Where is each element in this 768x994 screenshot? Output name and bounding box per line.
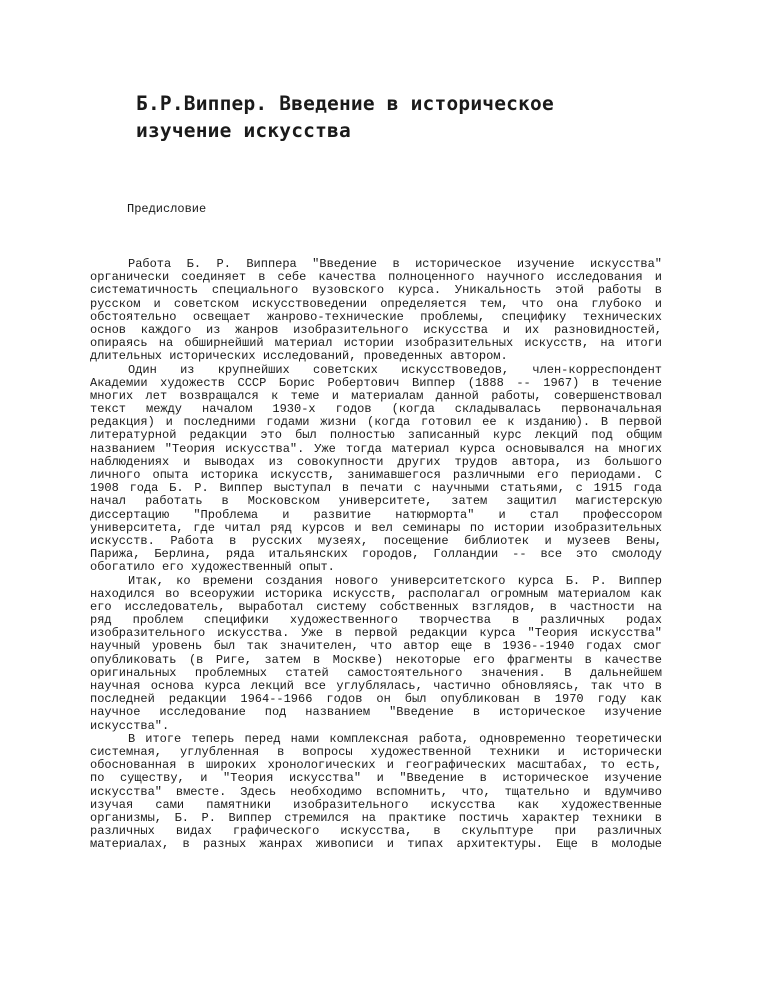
document-title	[136, 90, 696, 144]
text-line: научный уровень был так значителен, что автор еще в 1936--1940 годах смог	[90, 640, 662, 654]
text-line: 1908 года Б. Р. Виппер выступал в печати с научными статьями, с 1915 года	[90, 482, 662, 496]
text-line: научная основа курса лекций все углублялась, частично обновляясь, так что в	[90, 680, 662, 693]
text-line: оригинальных проблемных статей самостоятельного значения. В дальнейшем	[90, 666, 662, 680]
text-line: находился во всеоружии историка искусств, располагал огромным материалом как	[90, 587, 662, 601]
text-line: изобразительного искусства. Уже в первой редакции курса "Теория искусства"	[90, 627, 662, 641]
text-line: названием "Теория искусства". Уже тогда материал курса основывался на многих	[90, 442, 662, 456]
text-line: длительных исторических исследований, проведенных автором.	[90, 350, 508, 364]
text-line: В итоге теперь перед нами комплексная работа, одновременно теоретически	[128, 732, 662, 746]
text-line: искусства".	[90, 719, 170, 733]
text-line: личного опыта историка искусств, занимавшегося различными его периодами. С	[90, 469, 662, 482]
text-line: текст между началом 1930-х годов (когда складывалась первоначальная	[90, 403, 662, 417]
text-line: органически соединяет в себе качества полноценного научного исследования и	[90, 271, 662, 285]
text-line: искусств. Работа в русских музеях, посещение библиотек и музеев Вены,	[90, 534, 662, 548]
text-line: Академии художеств СССР Борис Робертович Виппер (1888 -- 1967) в течение	[90, 376, 662, 390]
body-text	[90, 258, 662, 851]
text-line: его исследователь, выработал систему собственных взглядов, в частности на	[90, 600, 662, 614]
title-line-1: Б.Р.Виппер. Введение в историческое	[136, 92, 554, 115]
text-line: обогатило его художественный опыт.	[90, 561, 335, 575]
text-line: многих лет возвращался к теме и материалам данной работы, совершенствовал	[90, 389, 662, 403]
text-line: системная, углубленная в вопросы художественной техники и исторически	[90, 745, 662, 759]
title-line-2: изучение искусства	[136, 119, 351, 142]
text-line: последней редакции 1964--1966 годов он был опубликован в 1970 году как	[90, 693, 662, 707]
text-line: ряд проблем специфики художественного творчества в различных родах	[90, 614, 662, 628]
text-line: редакция) и последними годами жизни (когда готовил ее к изданию). В первой	[90, 416, 662, 430]
text-line: Работа Б. Р. Виппера "Введение в историческое изучение искусства"	[128, 258, 662, 271]
text-line: обоснованная в широких хронологических и географических масштабах, то есть,	[90, 759, 662, 773]
text-line: изучая сами памятники изобразительного искусства как художественные	[90, 798, 662, 812]
text-line: литературной редакции это был полностью записанный курс лекций под общим	[90, 429, 662, 443]
text-line: систематичность специального вузовского курса. Уникальность этой работы в	[90, 284, 662, 298]
text-line: Парижа, Берлина, ряда итальянских городов, Голландии -- все это смолоду	[90, 548, 662, 562]
text-line: по существу, и "Теория искусства" и "Введение в историческое изучение	[90, 772, 662, 786]
text-line: диссертацию "Проблема и развитие натюрморта" и стал профессором	[90, 508, 662, 522]
text-line: Итак, ко времени создания нового университетского курса Б. Р. Виппер	[128, 574, 662, 588]
text-line: организмы, Б. Р. Виппер стремился на практике постичь характер техники в	[90, 811, 662, 825]
text-line: обстоятельно освещает жанрово-технические проблемы, специфику технических	[90, 310, 662, 324]
text-line: различных видах графического искусства, в скульптуре при различных	[90, 825, 662, 839]
text-line: университета, где читал ряд курсов и вел семинары по истории изобразительных	[90, 521, 662, 535]
text-line: Один из крупнейших советских искусствоведов, член-корреспондент	[128, 363, 662, 377]
text-line: материалах, в разных жанрах живописи и типах архитектуры. Еще в молодые	[90, 838, 662, 852]
text-line: русском и советском искусствоведении определяется тем, что она глубоко и	[90, 297, 662, 311]
text-line: основ каждого из жанров изобразительного искусства и их разновидностей,	[90, 323, 662, 337]
text-line: искусства" вместе. Здесь необходимо вспомнить, что, тщательно и вдумчиво	[90, 785, 662, 799]
text-line: наблюдениях и выводах из совокупности других трудов автора, из большого	[90, 455, 662, 469]
text-line: опираясь на обширнейший материал истории изобразительных искусств, на итоги	[90, 337, 662, 351]
text-line: опубликовать (в Риге, затем в Москве) некоторые его фрагменты в качестве	[90, 653, 662, 667]
section-heading: Предисловие	[127, 202, 207, 216]
text-line: научное исследование под названием "Введение в историческое изучение	[90, 706, 662, 720]
text-line: начал работать в Московском университете, затем защитил магистерскую	[90, 495, 662, 509]
